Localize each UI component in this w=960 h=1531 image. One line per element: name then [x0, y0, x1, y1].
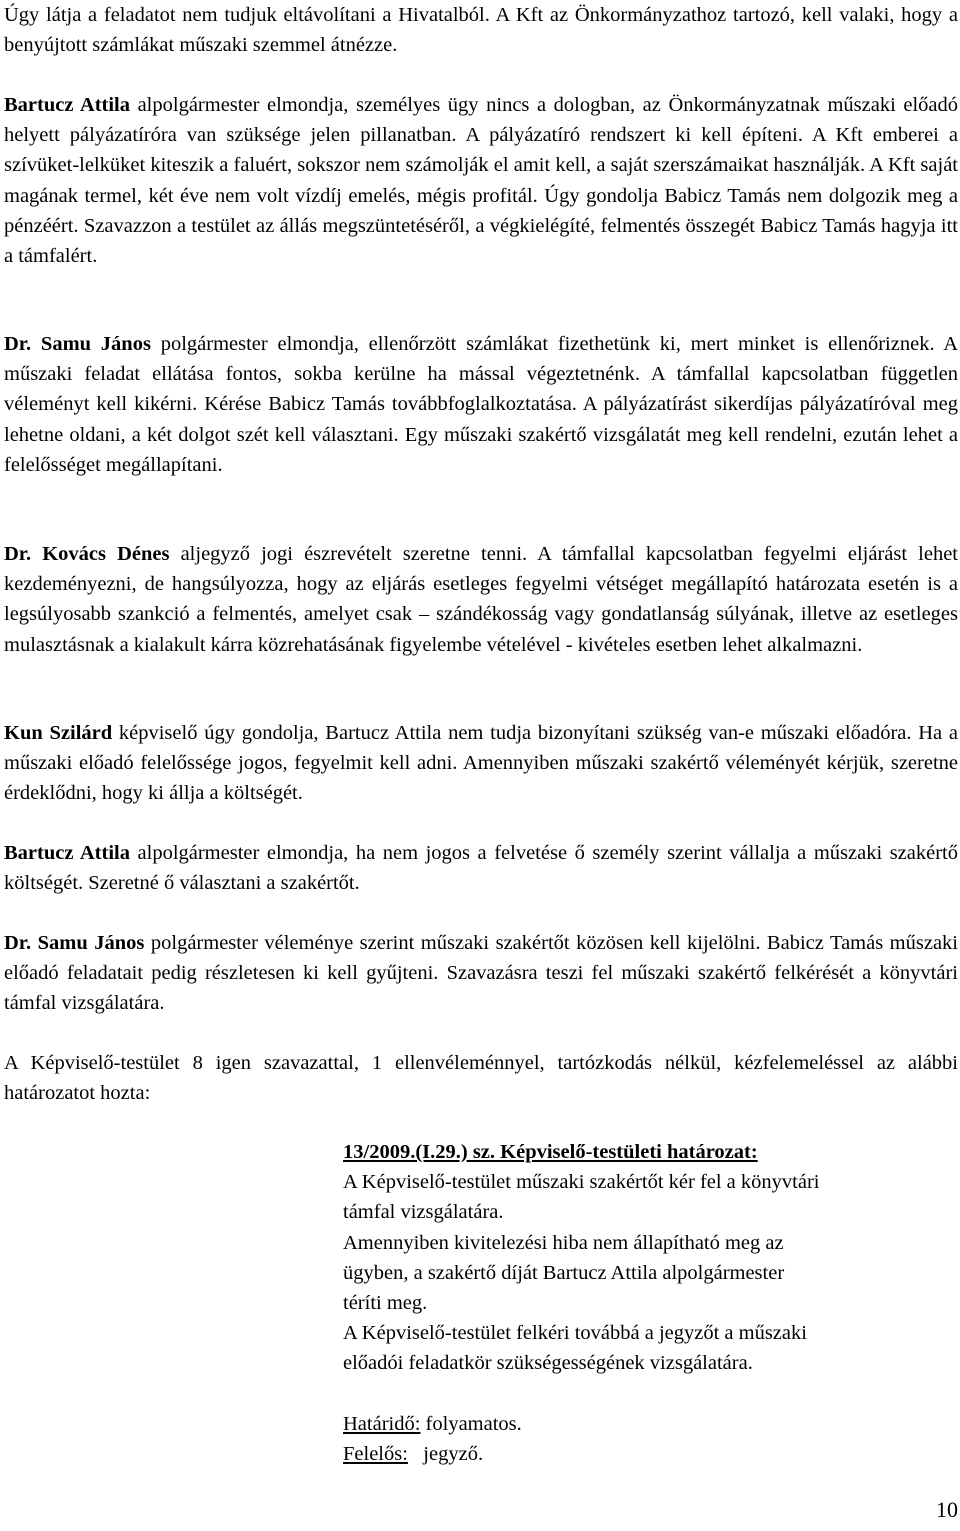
speaker-name: Kun Szilárd [4, 722, 113, 744]
resolution-block [343, 1137, 943, 1469]
paragraph-text: alpolgármester elmondja, ha nem jogos a felvetése ő személy szerint vállalja a műszaki szakértő költségét. Szeretné ő választani a szakértőt. [4, 842, 958, 895]
deadline-label: Határidő: [343, 1412, 421, 1435]
paragraph-text: aljegyző jogi észrevételt szeretne tenni. A támfallal kapcsolatban fegyelmi eljárást lehet kezdeményezni, de hangsúlyozza, hogy az eljárás esetleges fegyelmi vétséget megállapító határozata esetén is a legsúlyosabb szankció a felmentés, amelyet csak – szándékosság vagy gondatlanság súlyának, illetve az esetleges mulasztásnak a kialakult kárra közrehatásának figyelembe vételével - kivételes esetben lehet alkalmazni. [4, 543, 958, 656]
paragraph-intro [4, 0, 958, 60]
deadline-value: folyamatos. [420, 1412, 522, 1435]
paragraph-samu-2 [4, 928, 958, 1019]
resolution-title: 13/2009.(I.29.) sz. Képviselő-testületi határozat: [343, 1141, 758, 1163]
paragraph-kun [4, 718, 958, 809]
resolution-line: Amennyiben kivitelezési hiba nem állapítható meg az [343, 1231, 784, 1254]
responsible-value: jegyző. [407, 1442, 484, 1465]
paragraph-text: alpolgármester elmondja, személyes ügy nincs a dologban, az Önkormányzatnak műszaki előadó helyett pályázatíróra van szüksége jelen pillanatban. A pályázatíró rendszert ki kell építeni. A Kft emberei a szívüket-lelküket kiteszik a faluért, sokszor nem számolják el amit kell, a saját szerszámaikat használják. A Kft saját magának termel, két éve nem volt vízdíj emelés, mégis profitál. Úgy gondolja Babicz Tamás nem dolgozik meg a pénzéért. Szavazzon a testület az állás megszüntetéséről, a végkielégíté, felmentés összegét Babicz Tamás hagyja itt a támfalért. [4, 94, 958, 268]
paragraph-vote [4, 1048, 958, 1108]
paragraph-text: képviselő úgy gondolja, Bartucz Attila nem tudja bizonyítani szükség van-e műszaki előadóra. Ha a műszaki előadó felelőssége jogos, fegyelmit kell adni. Amennyiben műszaki szakértő véleményét kérjük, szeretne érdeklődni, hogy ki állja a költségét. [4, 722, 959, 805]
paragraph-bartucz-2 [4, 838, 958, 898]
paragraph-bartucz-1 [4, 90, 958, 271]
paragraph-text: polgármester véleménye szerint műszaki szakértőt közösen kell kijelölni. Babicz Tamás műszaki előadó feladatait pedig részletesen ki kell gyűjteni. Szavazásra teszi fel műszaki szakértő felkérését a könyvtári támfal vizsgálatára. [4, 932, 958, 1015]
speaker-name: Dr. Samu János [4, 932, 145, 954]
paragraph-text: polgármester elmondja, ellenőrzött számlákat fizethetünk ki, mert minket is ellenőriznek. A műszaki feladat ellátása fontos, sokba kerülne ha mással végeztetnénk. A támfallal kapcsolatban független véleményt kell kikérni. Kérése Babicz Tamás továbbfoglalkoztatása. A pályázatírást sikerdíjas pályázatíróval meg lehetne oldani, a két dolgot szét kell választani. Egy műszaki szakértő vizsgálatát meg kell rendelni, ezután lehet a felelősséget megállapítani. [4, 333, 959, 476]
resolution-line: ügyben, a szakértő díját Bartucz Attila alpolgármester [343, 1261, 785, 1284]
page-number: 10 [936, 1497, 958, 1522]
resolution-line: előadói feladatkör szükségességének vizsgálatára. [343, 1352, 753, 1375]
paragraph-samu-1 [4, 329, 958, 480]
speaker-name: Bartucz Attila [4, 94, 130, 116]
paragraph-text: A Képviselő-testület 8 igen szavazattal, 1 ellenvéleménnyel, tartózkodás nélkül, kézfelemeléssel az alábbi határozatot hozta: [4, 1052, 958, 1105]
speaker-name: Dr. Samu János [4, 333, 151, 355]
paragraph-text: Úgy látja a feladatot nem tudjuk eltávolítani a Hivatalból. A Kft az Önkormányzathoz tartozó, kell valaki, hogy a benyújtott számlákat műszaki szemmel átnézze. [4, 4, 958, 57]
resolution-deadline [343, 1409, 943, 1439]
speaker-name: Dr. Kovács Dénes [4, 543, 170, 565]
responsible-label: Felelős: [343, 1442, 408, 1465]
paragraph-kovacs [4, 539, 958, 660]
resolution-line: A Képviselő-testület műszaki szakértőt kér fel a könyvtári [343, 1171, 820, 1194]
resolution-line: támfal vizsgálatára. [343, 1201, 504, 1224]
resolution-responsible [343, 1439, 943, 1469]
resolution-line: A Képviselő-testület felkéri továbbá a jegyzőt a műszaki [343, 1322, 807, 1345]
resolution-line: téríti meg. [343, 1292, 428, 1315]
speaker-name: Bartucz Attila [4, 842, 130, 864]
